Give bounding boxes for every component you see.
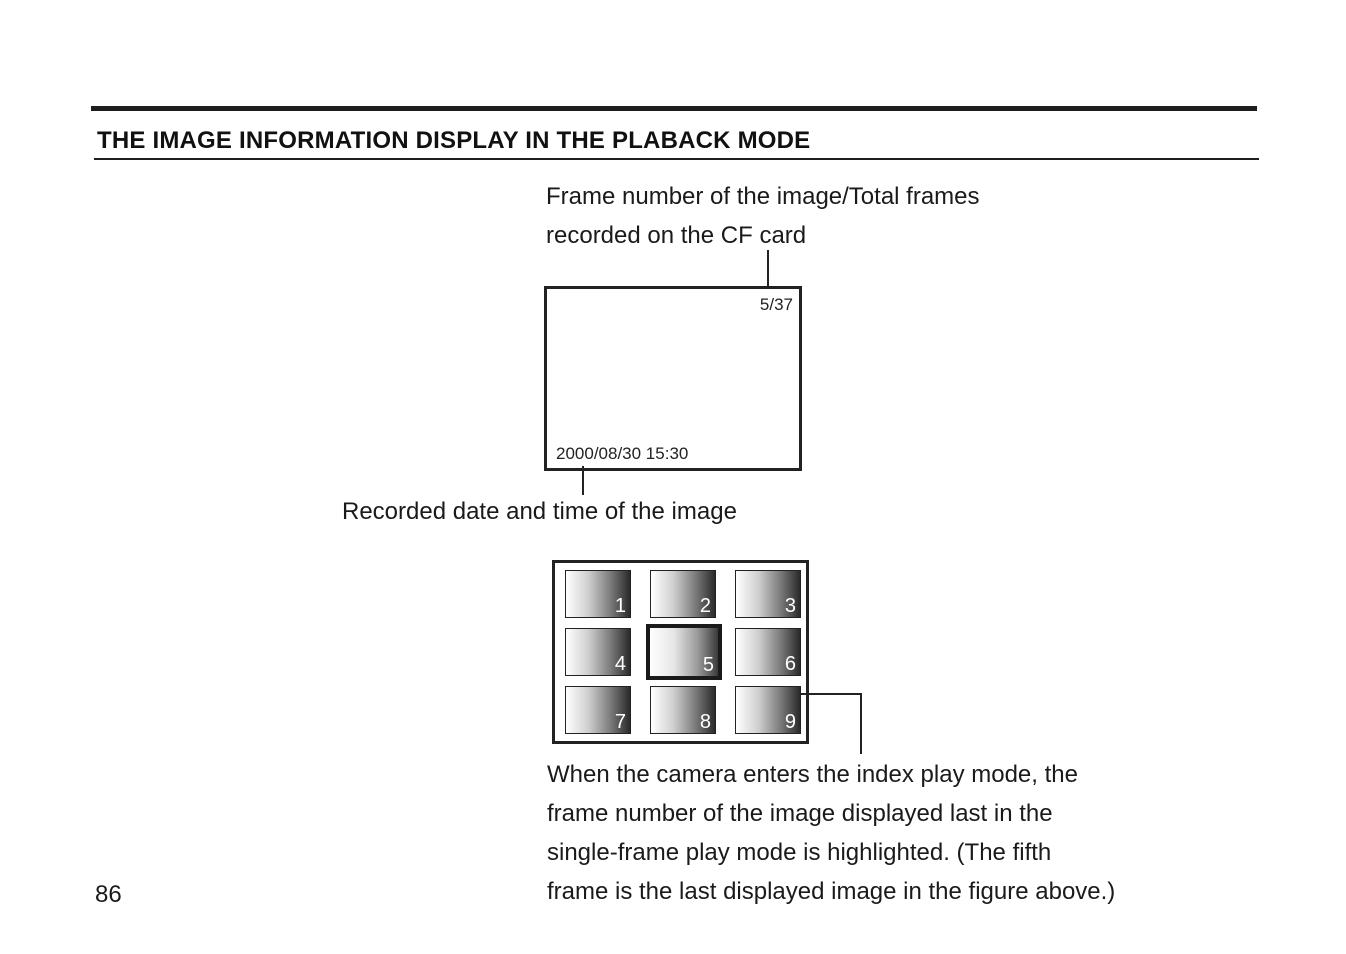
thumbnail-number: 7 (614, 711, 626, 733)
frame-counter: 5/37 (759, 295, 793, 314)
thumbnail-number: 1 (614, 595, 626, 617)
index-caption-line-1: When the camera enters the index play mode, the (547, 761, 1078, 788)
thumbnail-number: 2 (699, 595, 711, 617)
date-caption: Recorded date and time of the image (342, 498, 737, 525)
top-rule (91, 106, 1257, 111)
thumbnail-number: 8 (699, 711, 711, 733)
index-leader-line-horizontal (800, 693, 861, 695)
thumbnail-number: 9 (784, 711, 796, 733)
thumbnail-frame-3 (735, 570, 801, 618)
index-caption-line-2: frame number of the image displayed last in the (547, 800, 1053, 827)
thumbnail-frame-5-highlighted (646, 624, 722, 680)
index-play-screen (552, 560, 809, 744)
section-title: THE IMAGE INFORMATION DISPLAY IN THE PLABACK MODE (97, 127, 811, 154)
thumbnail-frame-8 (650, 686, 716, 734)
single-frame-screen (544, 286, 802, 471)
thumbnail-frame-9 (735, 686, 801, 734)
index-play-caption (547, 755, 1115, 911)
thumbnail-frame-4 (565, 628, 631, 676)
index-caption-line-4: frame is the last displayed image in the figure above.) (547, 878, 1116, 905)
thumbnail-frame-6 (735, 628, 801, 676)
thumbnail-frame-2 (650, 570, 716, 618)
heading-underline (94, 158, 1259, 160)
datetime-leader-line (582, 466, 584, 495)
frame-number-caption (546, 177, 980, 255)
page-number: 86 (95, 881, 122, 908)
frame-caption-line-2: recorded on the CF card (546, 222, 807, 249)
thumbnail-number: 6 (784, 653, 796, 675)
thumbnail-frame-7 (565, 686, 631, 734)
index-leader-line-vertical (860, 693, 862, 754)
recorded-datetime: 2000/08/30 15:30 (556, 444, 689, 463)
thumbnail-number: 5 (702, 654, 714, 676)
thumbnail-number: 3 (784, 595, 796, 617)
thumbnail-frame-1 (565, 570, 631, 618)
index-caption-line-3: single-frame play mode is highlighted. (The fifth (547, 839, 1052, 866)
frame-caption-line-1: Frame number of the image/Total frames (546, 183, 980, 210)
thumbnail-number: 4 (614, 653, 626, 675)
